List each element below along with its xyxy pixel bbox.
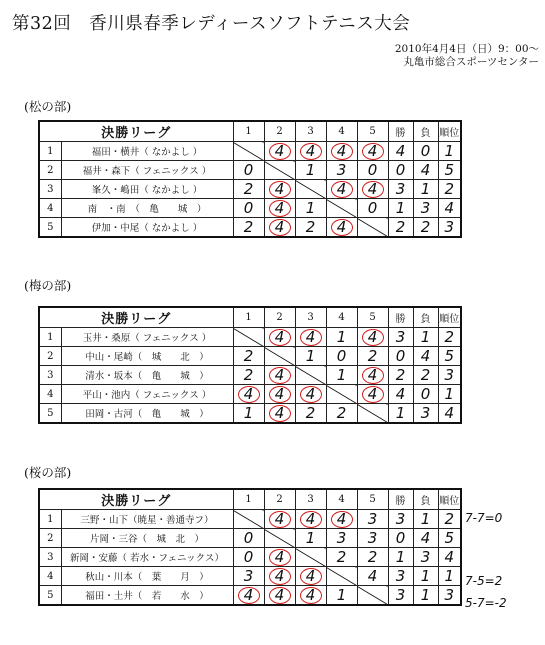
row-number: 3 (39, 180, 61, 199)
score-cell (295, 404, 326, 424)
row-number: 3 (39, 548, 61, 567)
game-score: 0 (243, 548, 254, 566)
table-row (39, 567, 461, 586)
rank-header: 順位 (438, 489, 461, 510)
circled-win-score: 4 (269, 329, 291, 346)
score-cell (326, 366, 357, 385)
score-cell (264, 548, 295, 567)
circled-win-score: 4 (300, 329, 322, 346)
score-cell (264, 218, 295, 238)
losses-count: 4 (413, 529, 438, 548)
wins-count: 2 (388, 218, 413, 238)
losses-count: 3 (413, 199, 438, 218)
opponent-column-header: 4 (326, 489, 357, 510)
game-score: 2 (243, 218, 254, 236)
pair-names: 田岡・古河（ 亀 城 ） (61, 404, 233, 424)
win-header: 勝 (388, 489, 413, 510)
score-cell (357, 529, 388, 548)
score-cell (295, 161, 326, 180)
game-score: 3 (367, 510, 378, 528)
side-note: 7-7=0 (465, 511, 503, 525)
game-score: 1 (305, 347, 316, 365)
score-cell (357, 161, 388, 180)
pair-names: 南 ・南 （ 亀 城 ） (61, 199, 233, 218)
score-cell (264, 180, 295, 199)
table-row (39, 347, 461, 366)
opponent-column-header: 2 (264, 307, 295, 328)
win-header: 勝 (388, 307, 413, 328)
circled-win-score: 4 (331, 511, 353, 528)
score-cell (295, 510, 326, 529)
score-cell (295, 142, 326, 161)
score-cell (326, 180, 357, 199)
table-row (39, 548, 461, 567)
score-cell (233, 404, 264, 424)
game-score: 2 (305, 218, 316, 236)
rank-value: 4 (438, 404, 461, 424)
table-row (39, 510, 461, 529)
score-cell (233, 586, 264, 606)
game-score: 2 (243, 366, 254, 384)
row-number: 3 (39, 366, 61, 385)
table-row (39, 366, 461, 385)
row-number: 5 (39, 218, 61, 238)
game-score: 2 (367, 548, 378, 566)
score-cell (295, 567, 326, 586)
score-cell (357, 366, 388, 385)
rank-header: 順位 (438, 307, 461, 328)
losses-count: 2 (413, 218, 438, 238)
opponent-column-header: 4 (326, 121, 357, 142)
losses-count: 4 (413, 161, 438, 180)
side-note: 5-7=-2 (465, 596, 507, 610)
game-score: 1 (336, 328, 347, 346)
score-cell (326, 510, 357, 529)
score-cell (233, 385, 264, 404)
circled-win-score: 4 (269, 181, 291, 198)
losses-count: 4 (413, 347, 438, 366)
circled-win-score: 4 (331, 143, 353, 160)
score-cell (326, 548, 357, 567)
circled-win-score: 4 (362, 143, 384, 160)
game-score: 0 (243, 161, 254, 179)
rank-value: 4 (438, 548, 461, 567)
rank-value: 5 (438, 347, 461, 366)
score-cell (295, 199, 326, 218)
pair-names: 福田・土井（ 若 水 ） (61, 586, 233, 606)
score-cell (264, 328, 295, 347)
rank-value: 2 (438, 510, 461, 529)
pair-names: 玉井・桑原（ フェニックス ） (61, 328, 233, 347)
score-cell (264, 142, 295, 161)
game-score: 2 (367, 347, 378, 365)
row-number: 5 (39, 586, 61, 606)
circled-win-score: 4 (362, 181, 384, 198)
wins-count: 0 (388, 161, 413, 180)
game-score: 2 (336, 404, 347, 422)
opponent-column-header: 3 (295, 121, 326, 142)
game-score: 2 (336, 548, 347, 566)
section-heading: (松の部) (24, 99, 72, 114)
score-cell (233, 548, 264, 567)
game-score: 3 (336, 161, 347, 179)
circled-win-score: 4 (269, 568, 291, 585)
opponent-column-header: 5 (357, 307, 388, 328)
opponent-column-header: 2 (264, 489, 295, 510)
wins-count: 3 (388, 510, 413, 529)
self-cell-diagonal (326, 385, 357, 404)
score-cell (326, 347, 357, 366)
circled-win-score: 4 (269, 367, 291, 384)
table-row (39, 529, 461, 548)
score-cell (264, 567, 295, 586)
table-row (39, 161, 461, 180)
loss-header: 負 (413, 307, 438, 328)
circled-win-score: 4 (300, 143, 322, 160)
row-number: 2 (39, 161, 61, 180)
game-score: 3 (367, 529, 378, 547)
score-cell (326, 586, 357, 606)
game-score: 3 (243, 567, 254, 585)
circled-win-score: 4 (269, 405, 291, 422)
circled-win-score: 4 (269, 549, 291, 566)
self-cell-diagonal (326, 567, 357, 586)
score-cell (357, 347, 388, 366)
game-score: 0 (367, 161, 378, 179)
circled-win-score: 4 (300, 386, 322, 403)
game-score: 0 (367, 199, 378, 217)
score-cell (357, 180, 388, 199)
circled-win-score: 4 (300, 568, 322, 585)
pair-names: 伊加・中尾（ なかよし ） (61, 218, 233, 238)
score-cell (233, 347, 264, 366)
row-number: 1 (39, 142, 61, 161)
self-cell-diagonal (233, 142, 264, 161)
game-score: 2 (243, 180, 254, 198)
game-score: 3 (336, 529, 347, 547)
score-cell (357, 567, 388, 586)
circled-win-score: 4 (269, 386, 291, 403)
header-row (39, 121, 461, 142)
score-cell (233, 366, 264, 385)
circled-win-score: 4 (331, 219, 353, 236)
rank-value: 1 (438, 142, 461, 161)
rank-value: 5 (438, 161, 461, 180)
losses-count: 1 (413, 567, 438, 586)
score-cell (326, 218, 357, 238)
score-cell (233, 199, 264, 218)
rank-header: 順位 (438, 121, 461, 142)
score-cell (295, 385, 326, 404)
game-score: 2 (305, 404, 316, 422)
opponent-column-header: 2 (264, 121, 295, 142)
game-score: 1 (336, 366, 347, 384)
score-cell (264, 404, 295, 424)
pair-names: 新岡・安藤（ 若水・フェニックス） (61, 548, 233, 567)
circled-win-score: 4 (238, 386, 260, 403)
wins-count: 3 (388, 586, 413, 606)
score-cell (264, 586, 295, 606)
self-cell-diagonal (264, 529, 295, 548)
score-cell (233, 567, 264, 586)
game-score: 1 (243, 404, 254, 422)
rank-value: 3 (438, 366, 461, 385)
losses-count: 1 (413, 328, 438, 347)
score-cell (233, 218, 264, 238)
losses-count: 1 (413, 510, 438, 529)
rank-value: 2 (438, 328, 461, 347)
self-cell-diagonal (295, 180, 326, 199)
game-score: 1 (305, 161, 316, 179)
opponent-column-header: 5 (357, 121, 388, 142)
rank-value: 3 (438, 586, 461, 606)
rank-value: 4 (438, 199, 461, 218)
rank-value: 2 (438, 180, 461, 199)
pair-names: 三野・山下（暁星・善通寺フ） (61, 510, 233, 529)
game-score: 1 (305, 199, 316, 217)
wins-count: 0 (388, 347, 413, 366)
section-heading: (桜の部) (24, 465, 72, 480)
pair-names: 峯久・嶋田（ なかよし ） (61, 180, 233, 199)
circled-win-score: 4 (269, 143, 291, 160)
game-score: 2 (243, 347, 254, 365)
rank-value: 5 (438, 529, 461, 548)
game-score: 1 (336, 586, 347, 604)
wins-count: 1 (388, 199, 413, 218)
losses-count: 2 (413, 366, 438, 385)
self-cell-diagonal (233, 510, 264, 529)
score-cell (295, 328, 326, 347)
table-row (39, 142, 461, 161)
wins-count: 0 (388, 529, 413, 548)
table-row (39, 385, 461, 404)
score-cell (295, 529, 326, 548)
league-label: 決勝リーグ (39, 307, 233, 328)
circled-win-score: 4 (362, 386, 384, 403)
row-number: 4 (39, 567, 61, 586)
table-row (39, 328, 461, 347)
circled-win-score: 4 (269, 587, 291, 604)
self-cell-diagonal (264, 161, 295, 180)
circled-win-score: 4 (269, 511, 291, 528)
win-header: 勝 (388, 121, 413, 142)
self-cell-diagonal (357, 218, 388, 238)
game-score: 0 (336, 347, 347, 365)
score-cell (326, 404, 357, 424)
page-title: 第32回 香川県春季レディースソフトテニス大会 (12, 14, 411, 34)
circled-win-score: 4 (331, 181, 353, 198)
rank-value: 1 (438, 567, 461, 586)
losses-count: 0 (413, 142, 438, 161)
opponent-column-header: 5 (357, 489, 388, 510)
score-cell (326, 161, 357, 180)
section-heading: (梅の部) (24, 278, 72, 293)
score-cell (357, 328, 388, 347)
header-row (39, 489, 461, 510)
header-row (39, 307, 461, 328)
row-number: 1 (39, 328, 61, 347)
score-cell (295, 347, 326, 366)
loss-header: 負 (413, 121, 438, 142)
table-row (39, 199, 461, 218)
self-cell-diagonal (326, 199, 357, 218)
self-cell-diagonal (264, 347, 295, 366)
self-cell-diagonal (295, 548, 326, 567)
pair-names: 福井・森下（ フェニックス ） (61, 161, 233, 180)
table-row (39, 404, 461, 424)
pair-names: 片岡・三谷（ 城 北 ） (61, 529, 233, 548)
self-cell-diagonal (357, 586, 388, 606)
wins-count: 4 (388, 142, 413, 161)
table-row (39, 218, 461, 238)
side-note: 7-5=2 (465, 574, 503, 588)
score-cell (357, 385, 388, 404)
game-score: 1 (305, 529, 316, 547)
score-cell (233, 529, 264, 548)
score-cell (233, 180, 264, 199)
score-cell (326, 328, 357, 347)
circled-win-score: 4 (300, 511, 322, 528)
score-cell (264, 366, 295, 385)
losses-count: 3 (413, 404, 438, 424)
wins-count: 3 (388, 180, 413, 199)
losses-count: 1 (413, 180, 438, 199)
circled-win-score: 4 (300, 587, 322, 604)
score-cell (295, 218, 326, 238)
score-cell (295, 586, 326, 606)
score-cell (233, 161, 264, 180)
score-cell (326, 529, 357, 548)
circled-win-score: 4 (269, 219, 291, 236)
pair-names: 秋山・川本（ 葉 月 ） (61, 567, 233, 586)
score-cell (264, 510, 295, 529)
event-venue: 丸亀市総合スポーツセンター (403, 56, 539, 68)
game-score: 0 (243, 529, 254, 547)
loss-header: 負 (413, 489, 438, 510)
losses-count: 3 (413, 548, 438, 567)
opponent-column-header: 4 (326, 307, 357, 328)
game-score: 0 (243, 199, 254, 217)
self-cell-diagonal (295, 366, 326, 385)
wins-count: 3 (388, 328, 413, 347)
rank-value: 1 (438, 385, 461, 404)
circled-win-score: 4 (269, 200, 291, 217)
losses-count: 1 (413, 586, 438, 606)
league-table (38, 306, 462, 424)
row-number: 2 (39, 347, 61, 366)
score-cell (264, 199, 295, 218)
pair-names: 平山・池内（ フェニックス ） (61, 385, 233, 404)
circled-win-score: 4 (362, 329, 384, 346)
wins-count: 3 (388, 567, 413, 586)
opponent-column-header: 1 (233, 121, 264, 142)
game-score: 4 (367, 567, 378, 585)
self-cell-diagonal (233, 328, 264, 347)
score-cell (357, 510, 388, 529)
opponent-column-header: 3 (295, 489, 326, 510)
league-label: 決勝リーグ (39, 489, 233, 510)
league-table (38, 488, 462, 606)
row-number: 4 (39, 385, 61, 404)
wins-count: 1 (388, 548, 413, 567)
wins-count: 4 (388, 385, 413, 404)
opponent-column-header: 3 (295, 307, 326, 328)
opponent-column-header: 1 (233, 489, 264, 510)
circled-win-score: 4 (362, 367, 384, 384)
event-date: 2010年4月4日（日）9：00～ (394, 43, 539, 55)
pair-names: 中山・尾崎（ 城 北 ） (61, 347, 233, 366)
score-cell (357, 199, 388, 218)
self-cell-diagonal (357, 404, 388, 424)
wins-count: 1 (388, 404, 413, 424)
pair-names: 清水・坂本（ 亀 城 ） (61, 366, 233, 385)
row-number: 5 (39, 404, 61, 424)
score-cell (326, 142, 357, 161)
score-cell (264, 385, 295, 404)
event-info (395, 43, 539, 69)
row-number: 2 (39, 529, 61, 548)
table-row (39, 180, 461, 199)
opponent-column-header: 1 (233, 307, 264, 328)
row-number: 1 (39, 510, 61, 529)
league-table (38, 120, 462, 238)
losses-count: 0 (413, 385, 438, 404)
league-label: 決勝リーグ (39, 121, 233, 142)
row-number: 4 (39, 199, 61, 218)
score-cell (357, 548, 388, 567)
score-cell (357, 142, 388, 161)
table-row (39, 586, 461, 606)
wins-count: 2 (388, 366, 413, 385)
rank-value: 3 (438, 218, 461, 238)
pair-names: 福田・横井（ なかよし ） (61, 142, 233, 161)
circled-win-score: 4 (238, 587, 260, 604)
